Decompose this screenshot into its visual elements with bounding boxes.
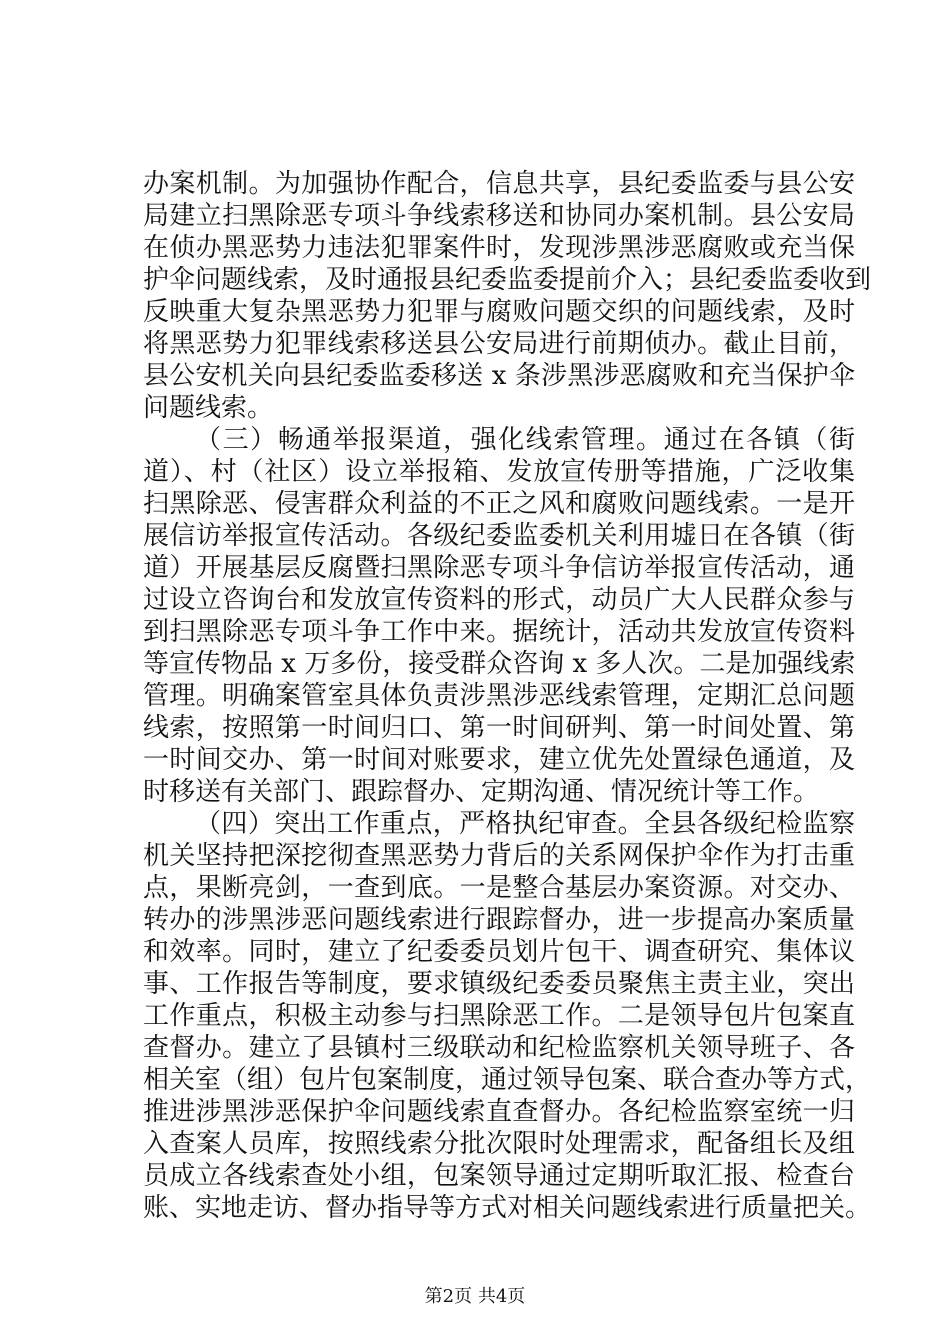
paragraph-3 <box>143 808 872 1224</box>
text-line: 点，果断亮剑，一查到底。一是整合基层办案资源。对交办、 <box>143 873 855 903</box>
text-line: 道）、村（社区）设立举报箱、发放宣传册等措施，广泛收集 <box>143 457 855 487</box>
text-line: 机关坚持把深挖彻查黑恶势力背后的关系网保护伞作为打击重 <box>143 841 855 871</box>
text-line: 到扫黑除恶专项斗争工作中来。据统计，活动共发放宣传资料 <box>143 617 855 647</box>
text-line: 反映重大复杂黑恶势力犯罪与腐败问题交织的问题线索，及时 <box>143 297 855 327</box>
text-line: 相关室（组）包片包案制度，通过领导包案、联合查办等方式， <box>143 1065 872 1095</box>
paragraph-2 <box>143 424 855 808</box>
text-line: 县公安机关向县纪委监委移送 x 条涉黑涉恶腐败和充当保护伞 <box>143 361 855 391</box>
text-line: 护伞问题线索，及时通报县纪委监委提前介入；县纪委监委收到 <box>143 265 872 295</box>
text-line: 管理。明确案管室具体负责涉黑涉恶线索管理，定期汇总问题 <box>143 681 855 711</box>
text-line: 过设立咨询台和发放宣传资料的形式，动员广大人民群众参与 <box>143 585 855 615</box>
text-line: 在侦办黑恶势力违法犯罪案件时，发现涉黑涉恶腐败或充当保 <box>143 233 855 263</box>
text-line: （四）突出工作重点，严格执纪审查。全县各级纪检监察 <box>195 809 855 839</box>
text-line: 一时间交办、第一时间对账要求，建立优先处置绿色通道，及 <box>143 745 855 775</box>
text-line: 员成立各线索查处小组，包案领导通过定期听取汇报、检查台 <box>143 1161 855 1191</box>
text-line: 等宣传物品 x 万多份，接受群众咨询 x 多人次。二是加强线索 <box>143 649 856 679</box>
text-line: 和效率。同时，建立了纪委委员划片包干、调查研究、集体议 <box>143 937 855 967</box>
paragraph-1 <box>143 168 872 424</box>
text-line: 转办的涉黑涉恶问题线索进行跟踪督办，进一步提高办案质量 <box>143 905 855 935</box>
text-line: 事、工作报告等制度，要求镇级纪委委员聚焦主责主业，突出 <box>143 969 855 999</box>
text-line: 时移送有关部门、跟踪督办、定期沟通、情况统计等工作。 <box>143 777 820 807</box>
text-line: 线索，按照第一时间归口、第一时间研判、第一时间处置、第 <box>143 713 855 743</box>
text-line: 查督办。建立了县镇村三级联动和纪检监察机关领导班子、各 <box>143 1033 855 1063</box>
text-line: 账、实地走访、督办指导等方式对相关问题线索进行质量把关。 <box>143 1193 872 1223</box>
text-line: 办案机制。为加强协作配合，信息共享，县纪委监委与县公安 <box>143 169 855 199</box>
text-line: 道）开展基层反腐暨扫黑除恶专项斗争信访举报宣传活动，通 <box>143 553 855 583</box>
text-line: 入查案人员库，按照线索分批次限时处理需求，配备组长及组 <box>143 1129 855 1159</box>
text-line: 局建立扫黑除恶专项斗争线索移送和协同办案机制。县公安局 <box>143 201 855 231</box>
text-line: 工作重点，积极主动参与扫黑除恶工作。二是领导包片包案直 <box>143 1001 855 1031</box>
text-line: 推进涉黑涉恶保护伞问题线索直查督办。各纪检监察室统一归 <box>143 1097 855 1127</box>
text-line: 扫黑除恶、侵害群众利益的不正之风和腐败问题线索。一是开 <box>143 489 855 519</box>
text-line: 问题线索。 <box>143 393 274 423</box>
page-number-footer: 第2页 共4页 <box>424 1286 526 1307</box>
text-line: 展信访举报宣传活动。各级纪委监委机关利用墟日在各镇（街 <box>143 521 855 551</box>
text-line: （三）畅通举报渠道，强化线索管理。通过在各镇（街 <box>195 425 855 455</box>
document-body <box>143 168 872 1224</box>
text-line: 将黑恶势力犯罪线索移送县公安局进行前期侦办。截止目前， <box>143 329 855 359</box>
